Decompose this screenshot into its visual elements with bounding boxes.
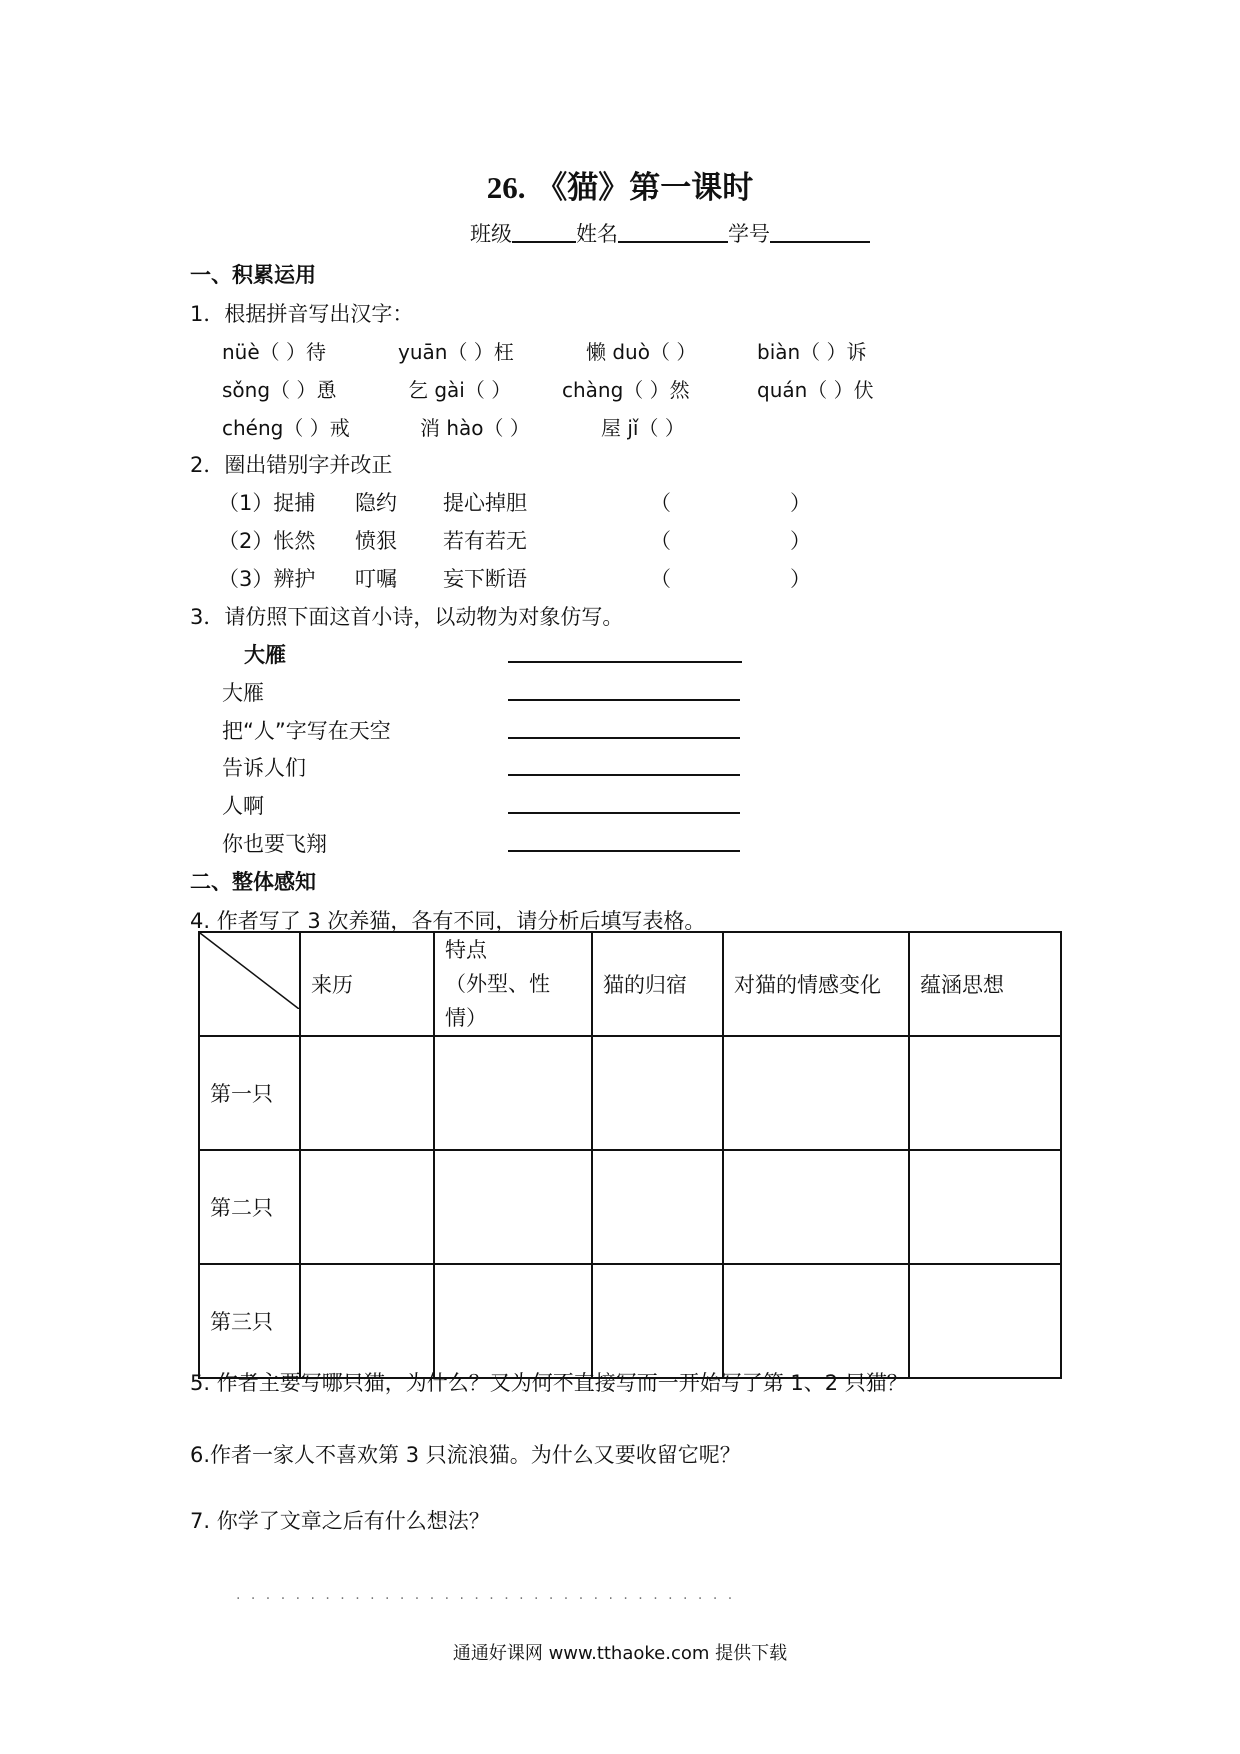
writing-line[interactable]: [508, 699, 740, 701]
question-6: 6.作者一家人不喜欢第 3 只流浪猫。为什么又要收留它呢？: [190, 1443, 741, 1467]
id-field[interactable]: [770, 221, 870, 243]
table-row: [199, 1150, 1061, 1264]
section-heading-2: 二、整体感知: [190, 870, 316, 894]
writing-line[interactable]: [508, 850, 740, 852]
error-word: 叮嘱: [355, 567, 397, 591]
answer-paren-close: ）: [790, 529, 811, 553]
error-word: 愤狠: [355, 529, 397, 553]
answer-cell[interactable]: [434, 1036, 592, 1150]
error-word: 妄下断语: [443, 567, 527, 591]
pinyin-item: yuān（ ）枉: [398, 340, 514, 364]
answer-cell[interactable]: [723, 1150, 909, 1264]
row-label: 第一只: [199, 1036, 300, 1150]
name-field[interactable]: [618, 221, 728, 243]
error-word: 若有若无: [443, 529, 527, 553]
answer-cell[interactable]: [434, 1150, 592, 1264]
pinyin-item: chéng（ ）戒: [222, 416, 350, 440]
pinyin-item: 消 hào（ ）: [420, 416, 530, 440]
answer-cell[interactable]: [592, 1150, 723, 1264]
error-item-label: （1）捉捕: [218, 491, 316, 515]
answer-paren-close: ）: [790, 567, 811, 591]
header-cell: 对猫的情感变化: [723, 932, 909, 1036]
error-word: 隐约: [355, 491, 397, 515]
page-title: [0, 162, 1240, 207]
section-heading-1: 一、积累运用: [190, 263, 316, 287]
poem-line: 你也要飞翔: [222, 832, 327, 856]
table-row: [199, 1036, 1061, 1150]
class-field[interactable]: [512, 221, 576, 243]
corner-diagonal: [200, 933, 299, 1009]
header-cell: [434, 932, 592, 1036]
question-5: 5. 作者主要写哪只猫，为什么？又为何不直接写而一开始写了第 1、2 只猫？: [190, 1371, 908, 1395]
writing-line[interactable]: [508, 812, 740, 814]
question-1: 1．根据拼音写出汉字：: [190, 302, 414, 326]
pinyin-item: nüè（ ）待: [222, 340, 327, 364]
student-info: [470, 218, 870, 248]
answer-cell[interactable]: [300, 1264, 434, 1378]
poem-line: 人啊: [222, 794, 264, 818]
poem-line: 告诉人们: [222, 756, 306, 780]
answer-cell[interactable]: [300, 1036, 434, 1150]
writing-line[interactable]: [508, 774, 740, 776]
dotted-line: · · · · · · · · · · · · · · · · · · · · · · · · · · · · · · · · · ·: [236, 1591, 736, 1607]
poem-line: 把“人”字写在天空: [222, 719, 391, 743]
error-item-label: （3）辨护: [218, 567, 316, 591]
class-label: 班级: [470, 222, 512, 246]
pinyin-item: 乞 gài（ ）: [408, 378, 512, 402]
pinyin-item: quán（ ）伏: [757, 378, 874, 402]
table-header-row: [199, 932, 1061, 1036]
header-cell: 来历: [300, 932, 434, 1036]
answer-cell[interactable]: [909, 1264, 1061, 1378]
row-label: 第二只: [199, 1150, 300, 1264]
header-text: 特点: [445, 938, 487, 962]
writing-line[interactable]: [508, 737, 740, 739]
answer-cell[interactable]: [723, 1264, 909, 1378]
answer-paren-open: （: [650, 529, 671, 553]
answer-paren-open: （: [650, 491, 671, 515]
answer-cell[interactable]: [723, 1036, 909, 1150]
poem-title: 大雁: [244, 643, 286, 667]
diagonal-line: [200, 933, 299, 1009]
title-text: 《猫》第一课时: [536, 170, 754, 206]
pinyin-item: sǒng（ ）恿: [222, 378, 337, 402]
pinyin-item: chàng（ ）然: [562, 378, 690, 402]
answer-paren-open: （: [650, 567, 671, 591]
row-label: 第三只: [199, 1264, 300, 1378]
header-cell: 猫的归宿: [592, 932, 723, 1036]
cat-analysis-table: [198, 931, 1062, 1379]
question-7: 7. 你学了文章之后有什么想法？: [190, 1509, 490, 1533]
writing-line[interactable]: [508, 661, 742, 663]
name-label: 姓名: [576, 222, 618, 246]
title-number: 26.: [486, 170, 526, 205]
id-label: 学号: [728, 222, 770, 246]
error-item-label: （2）怅然: [218, 529, 316, 553]
answer-cell[interactable]: [592, 1264, 723, 1378]
footer-text: 通通好课网 www.tthaoke.com 提供下载: [452, 1643, 788, 1664]
pinyin-item: biàn（ ）诉: [757, 340, 867, 364]
pinyin-item: 屋 jǐ（ ）: [601, 416, 685, 440]
question-3: 3．请仿照下面这首小诗，以动物为对象仿写。: [190, 605, 624, 629]
answer-cell[interactable]: [592, 1036, 723, 1150]
poem-line: 大雁: [222, 681, 264, 705]
pinyin-item: 懒 duò（ ）: [586, 340, 697, 364]
answer-cell[interactable]: [434, 1264, 592, 1378]
answer-paren-close: ）: [790, 491, 811, 515]
question-4: 4. 作者写了 3 次养猫，各有不同，请分析后填写表格。: [190, 909, 706, 933]
answer-cell[interactable]: [300, 1150, 434, 1264]
header-cell: 蕴涵思想: [909, 932, 1061, 1036]
table-row: [199, 1264, 1061, 1378]
error-word: 提心掉胆: [443, 491, 527, 515]
header-subtext: （外型、性情）: [445, 972, 550, 1030]
answer-cell[interactable]: [909, 1150, 1061, 1264]
answer-cell[interactable]: [909, 1036, 1061, 1150]
question-2: 2．圈出错别字并改正: [190, 453, 393, 477]
